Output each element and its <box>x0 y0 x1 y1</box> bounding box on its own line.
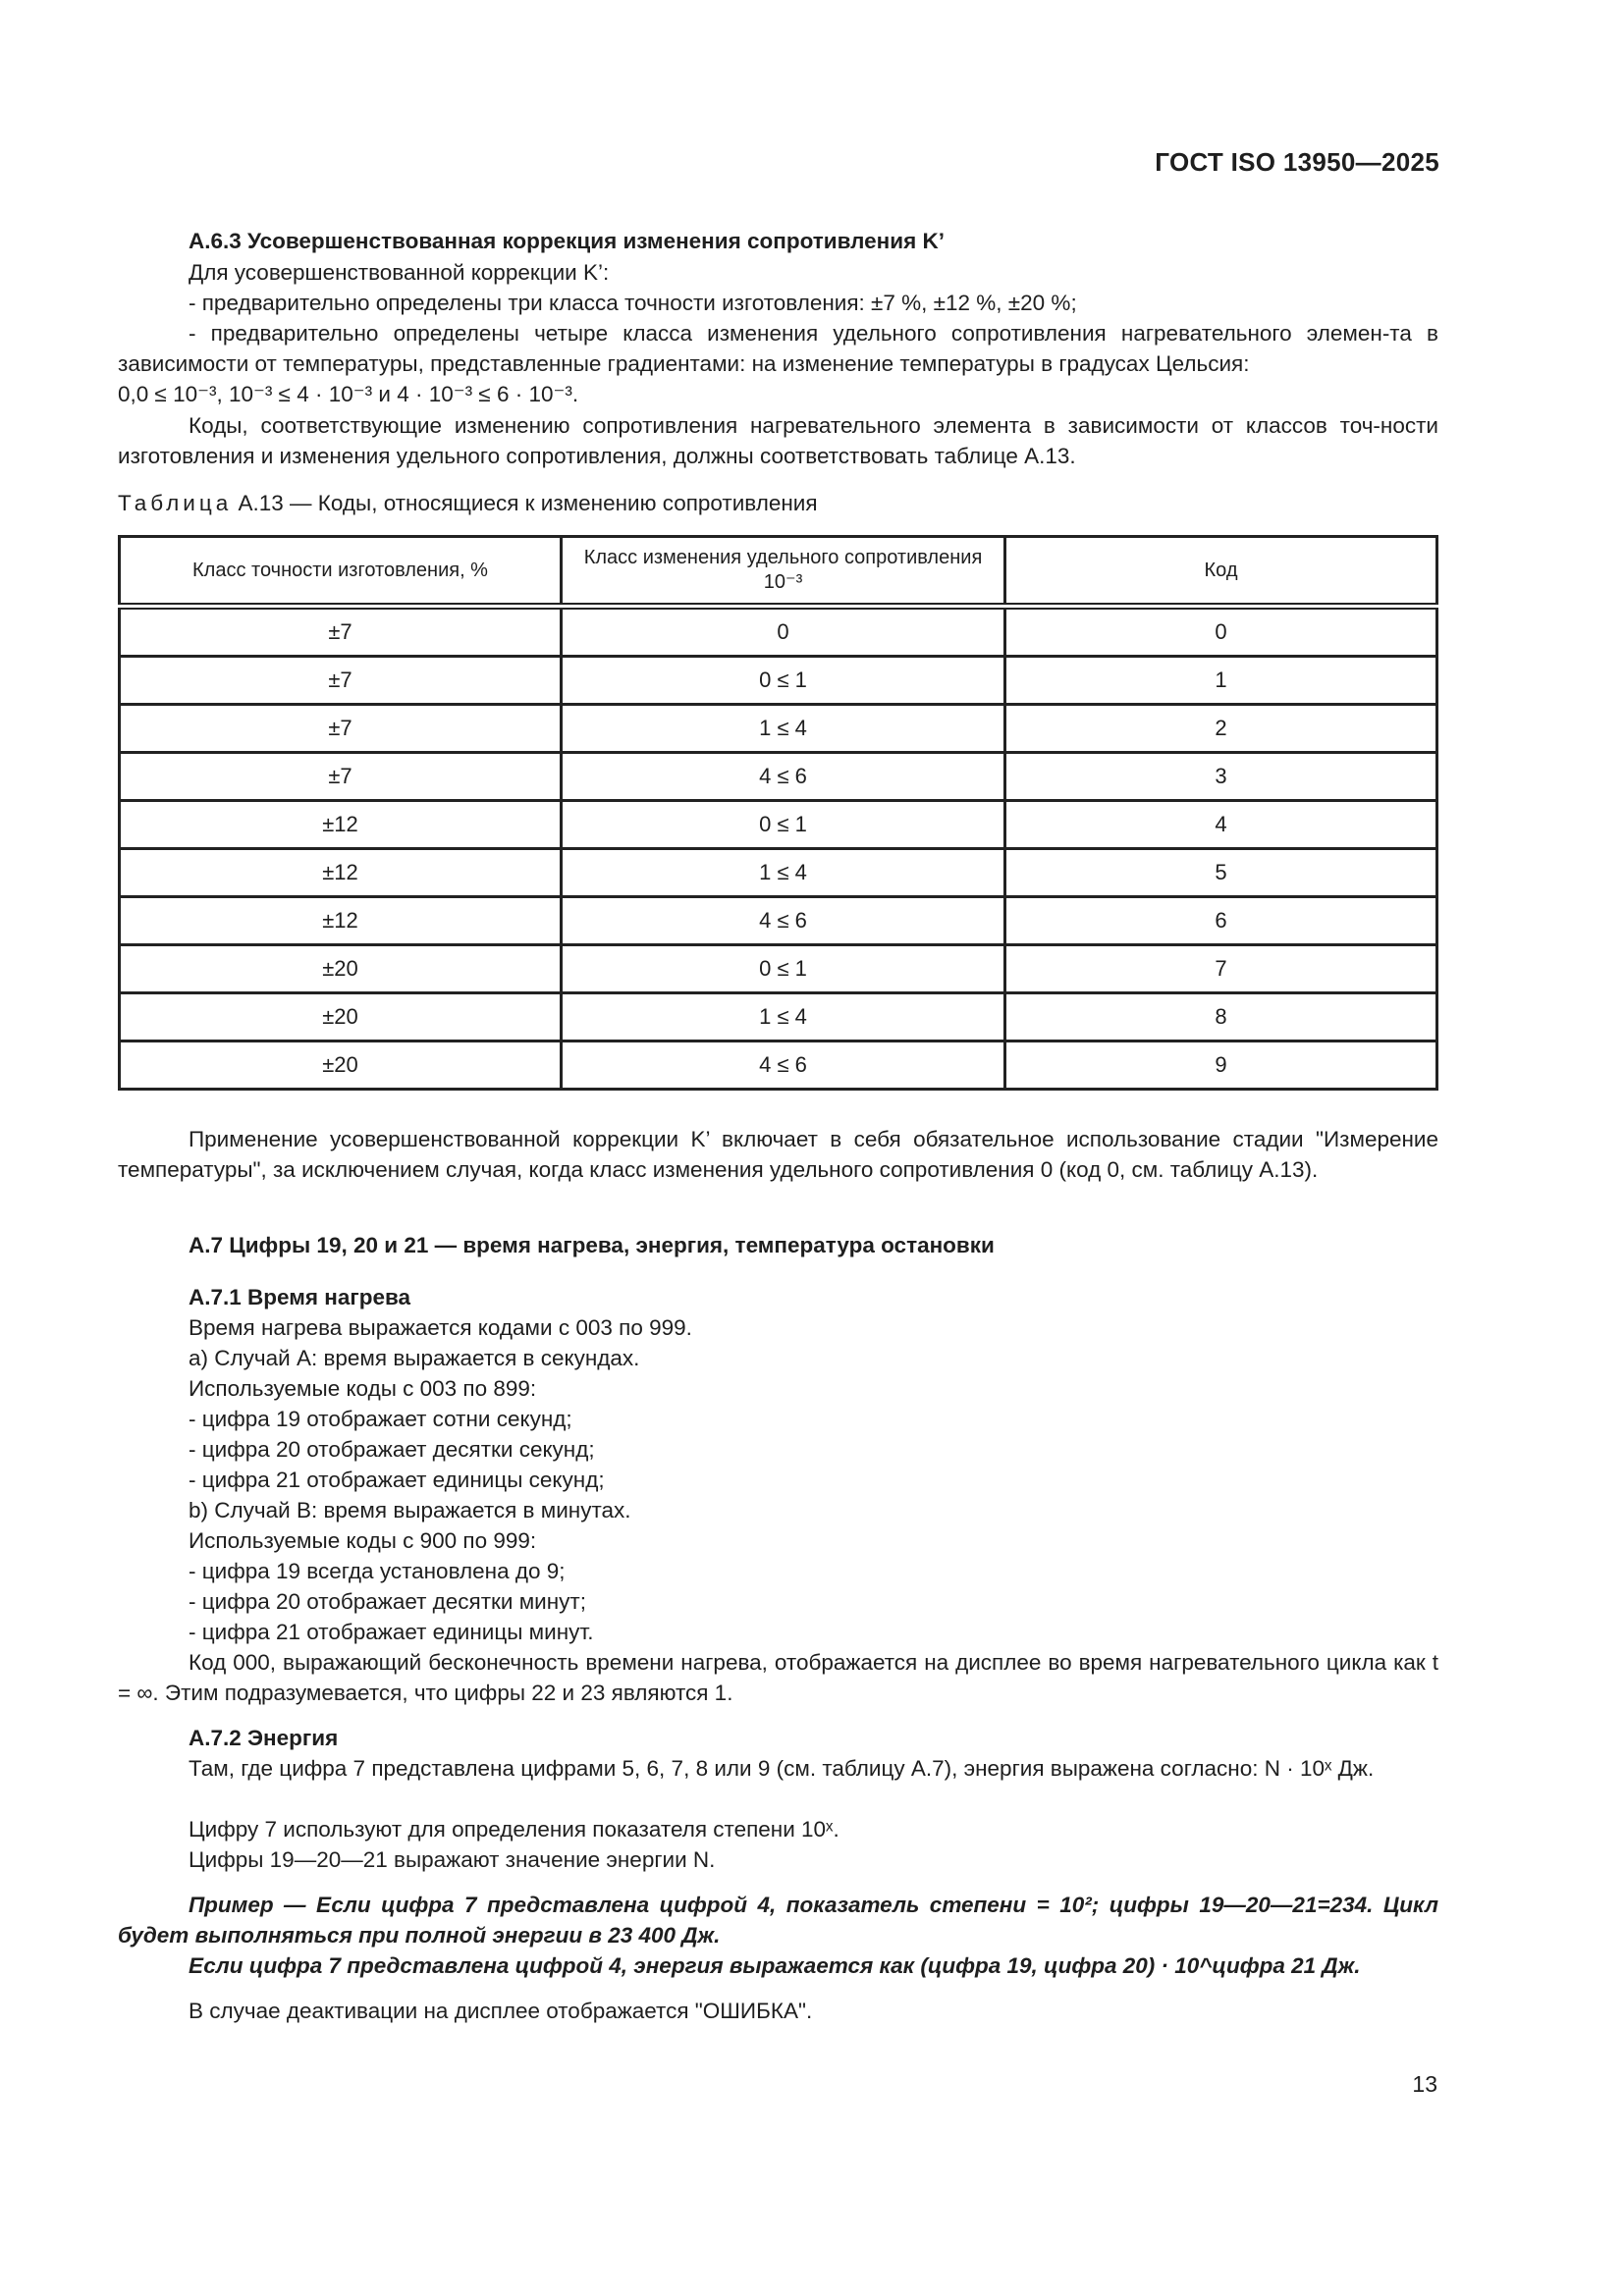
cell-code: 1 <box>1005 657 1437 705</box>
a71-line: b) Случай В: время выражается в минутах. <box>189 1498 631 1522</box>
cell-accuracy: ±20 <box>120 1041 562 1090</box>
table-row <box>120 849 1437 897</box>
section-a63-intro: Для усовершенствованной коррекции K’: <box>189 260 610 285</box>
table-row <box>120 801 1437 849</box>
a71-line: - цифра 19 всегда установлена до 9; <box>189 1559 566 1583</box>
section-a63-heading: А.6.3 Усовершенствованная коррекция изменения сопротивления K’ <box>189 229 945 253</box>
cell-code: 3 <box>1005 753 1437 801</box>
cell-accuracy: ±12 <box>120 897 562 945</box>
codes-paragraph: Коды, соответствующие изменению сопротивления нагревательного элемента в зависимости от классов точ-ности изготовления и изменения удельного сопротивления, должны соответствовать таблице А.13. <box>118 413 1438 468</box>
cell-accuracy: ±20 <box>120 993 562 1041</box>
cell-code: 2 <box>1005 705 1437 753</box>
table-row <box>120 657 1437 705</box>
cell-code: 4 <box>1005 801 1437 849</box>
table-caption <box>118 491 818 516</box>
cell-accuracy: ±7 <box>120 753 562 801</box>
section-a7-heading: А.7 Цифры 19, 20 и 21 — время нагрева, энергия, температура остановки <box>189 1233 995 1257</box>
cell-resistivity: 4 ≤ 6 <box>562 1041 1005 1090</box>
table-row <box>120 945 1437 993</box>
cell-resistivity: 4 ≤ 6 <box>562 753 1005 801</box>
cell-resistivity: 0 ≤ 1 <box>562 657 1005 705</box>
resistance-codes-table <box>118 535 1438 1091</box>
table-caption-title: А.13 — Коды, относящиеся к изменению сопротивления <box>232 491 818 515</box>
formula-gradients: 0,0 ≤ 10⁻³, 10⁻³ ≤ 4 · 10⁻³ и 4 · 10⁻³ ≤ 6 · 10⁻³. <box>118 382 579 406</box>
table-row <box>120 705 1437 753</box>
a71-line: Используемые коды с 900 по 999: <box>189 1528 537 1553</box>
cell-code: 7 <box>1005 945 1437 993</box>
a71-line: Время нагрева выражается кодами с 003 по 999. <box>189 1315 692 1340</box>
table-row <box>120 993 1437 1041</box>
example-paragraph: Пример — Если цифра 7 представлена цифрой 4, показатель степени = 10²; цифры 19—20—21=234. Цикл будет выполняться при полной энергии в 23 400 Дж. <box>118 1893 1438 1948</box>
a71-line: a) Случай А: время выражается в секундах. <box>189 1346 640 1370</box>
energy-paragraph-2: Цифру 7 используют для определения показателя степени 10ˣ. <box>189 1817 839 1842</box>
a71-line: - цифра 21 отображает единицы минут. <box>189 1620 594 1644</box>
cell-accuracy: ±7 <box>120 607 562 657</box>
energy-paragraph-1: Там, где цифра 7 представлена цифрами 5, 6, 7, 8 или 9 (см. таблицу А.7), энергия выражена согласно: N · 10ˣ Дж. <box>189 1756 1375 1781</box>
table-row <box>120 897 1437 945</box>
section-a71-heading: А.7.1 Время нагрева <box>189 1285 411 1309</box>
a71-line: Используемые коды с 003 по 899: <box>189 1376 537 1401</box>
cell-accuracy: ±12 <box>120 801 562 849</box>
table-caption-prefix: Таблица <box>118 491 233 515</box>
error-display-line: В случае деактивации на дисплее отображается "ОШИБКА". <box>189 1999 813 2023</box>
table-row <box>120 1041 1437 1090</box>
a71-line: - цифра 21 отображает единицы секунд; <box>189 1468 605 1492</box>
cell-resistivity: 0 ≤ 1 <box>562 945 1005 993</box>
a71-line: - цифра 20 отображает десятки минут; <box>189 1589 586 1614</box>
cell-resistivity: 0 ≤ 1 <box>562 801 1005 849</box>
cell-resistivity: 0 <box>562 607 1005 657</box>
table-row <box>120 607 1437 657</box>
cell-code: 5 <box>1005 849 1437 897</box>
page-number: 13 <box>1412 2071 1437 2097</box>
cell-code: 9 <box>1005 1041 1437 1090</box>
after-table-paragraph: Применение усовершенствованной коррекции K’ включает в себя обязательное использование стадии "Измерение температуры", за исключением случая, когда класс изменения удельного сопротивления 0 (код 0, см. таблицу А.13). <box>118 1127 1438 1182</box>
cell-accuracy: ±7 <box>120 657 562 705</box>
code-000-paragraph: Код 000, выражающий бесконечность времени нагрева, отображается на дисплее во время нагревательного цикла как t = ∞. Этим подразумевается, что цифры 22 и 23 являются 1. <box>118 1650 1438 1705</box>
document-number-header: ГОСТ ISO 13950—2025 <box>1155 147 1439 177</box>
cell-code: 0 <box>1005 607 1437 657</box>
cell-resistivity: 1 ≤ 4 <box>562 849 1005 897</box>
bullet-accuracy-classes: - предварительно определены три класса точности изготовления: ±7 %, ±12 %, ±20 %; <box>189 291 1077 315</box>
cell-accuracy: ±20 <box>120 945 562 993</box>
cell-accuracy: ±12 <box>120 849 562 897</box>
example-formula: Если цифра 7 представлена цифрой 4, энергия выражается как (цифра 19, цифра 20) · 10^цифра 21 Дж. <box>189 1953 1361 1978</box>
table-header-row <box>120 537 1437 607</box>
cell-code: 6 <box>1005 897 1437 945</box>
cell-resistivity: 1 ≤ 4 <box>562 993 1005 1041</box>
energy-paragraph-3: Цифры 19—20—21 выражают значение энергии N. <box>189 1847 716 1872</box>
table-row <box>120 753 1437 801</box>
a71-line: - цифра 20 отображает десятки секунд; <box>189 1437 595 1462</box>
bullet-resistivity-classes: - предварительно определены четыре класса изменения удельного сопротивления нагревательного элемен-та в зависимости от температуры, представленные градиентами: на изменение температуры в градусах Цельсия: <box>118 321 1438 376</box>
column-header-accuracy: Класс точности изготовления, % <box>120 537 562 607</box>
column-header-resistivity: Класс изменения удельного сопротивления 10⁻³ <box>562 537 1005 607</box>
cell-resistivity: 4 ≤ 6 <box>562 897 1005 945</box>
cell-resistivity: 1 ≤ 4 <box>562 705 1005 753</box>
cell-accuracy: ±7 <box>120 705 562 753</box>
cell-code: 8 <box>1005 993 1437 1041</box>
a71-line: - цифра 19 отображает сотни секунд; <box>189 1407 572 1431</box>
column-header-code: Код <box>1005 537 1437 607</box>
section-a72-heading: А.7.2 Энергия <box>189 1726 339 1750</box>
